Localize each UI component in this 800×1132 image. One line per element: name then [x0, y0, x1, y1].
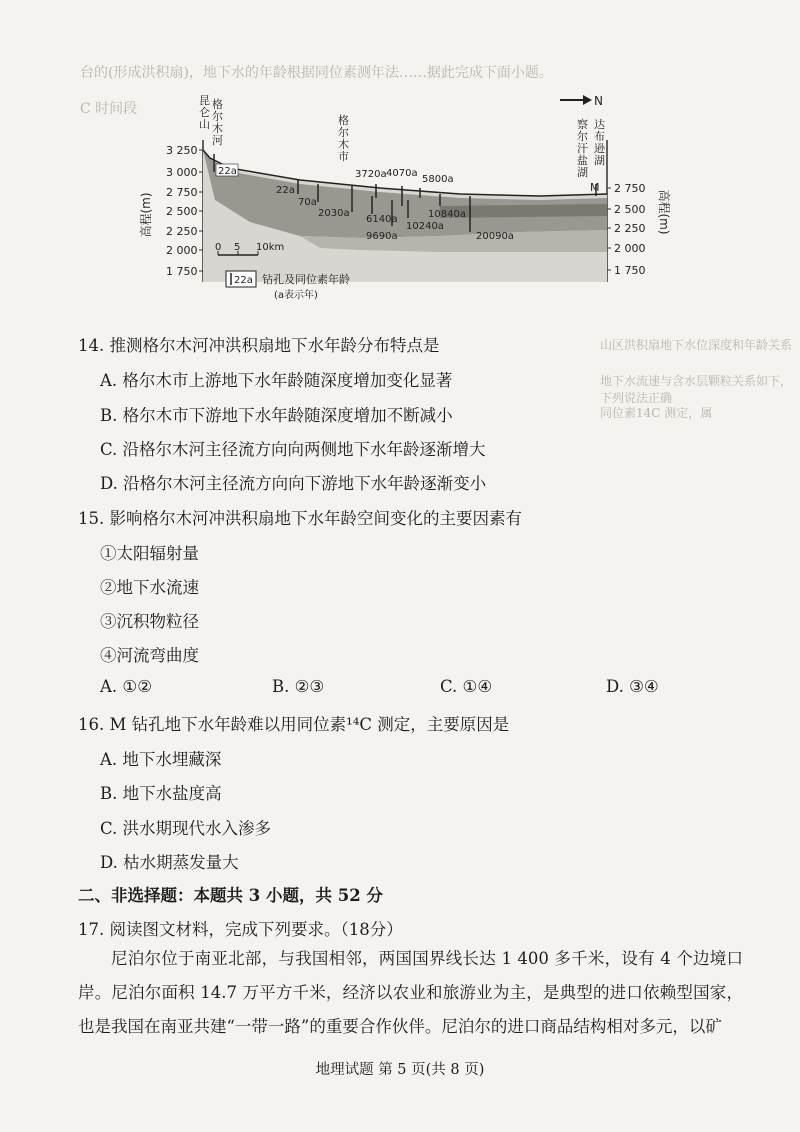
q16-option-b[interactable]: B. 地下水盐度高: [100, 784, 222, 803]
q16-option-c[interactable]: C. 洪水期现代水入渗多: [100, 819, 272, 838]
q14-option-a[interactable]: A. 格尔木市上游地下水年龄随深度增加变化显著: [100, 371, 453, 390]
label-kunlun: 昆仑山: [199, 94, 210, 131]
q15-option-a[interactable]: A. ①②: [100, 677, 152, 696]
age-label: 70a: [298, 197, 317, 208]
age-label: 9690a: [366, 231, 398, 242]
q14-option-d[interactable]: D. 沿格尔木河主径流方向向下游地下水年龄逐渐变小: [100, 474, 487, 493]
north-label: N: [594, 94, 603, 108]
label-qarhan-lake: 察尔汗盐湖: [577, 118, 588, 179]
scale-ten: 10km: [256, 242, 285, 253]
section2-title: 二、非选择题：本题共 3 小题，共 52 分: [78, 886, 383, 905]
q15-item-4: ④河流弯曲度: [100, 646, 199, 665]
page-footer: 地理试题 第 5 页(共 8 页): [315, 1062, 485, 1078]
scale-five: 5: [234, 242, 241, 253]
legend: [226, 271, 350, 301]
age-label: 22a: [276, 185, 295, 196]
age-label: 5800a: [422, 174, 454, 185]
left-tick-label: 2 000: [166, 244, 198, 257]
right-axis-title: 高程(m): [657, 189, 671, 235]
bleed-line-2: C 时间段: [80, 101, 138, 117]
q15-item-3: ③沉积物粒径: [100, 612, 199, 631]
q14-stem: 14. 推测格尔木河冲洪积扇地下水年龄分布特点是: [78, 336, 440, 355]
scale-zero: 0: [215, 242, 222, 253]
bleed-line-1: 台的(形成洪积扇)，地下水的年龄根据同位素测年法……据此完成下面小题。: [80, 65, 553, 81]
left-tick-label: 2 500: [166, 205, 198, 218]
age-label: 6140a: [366, 214, 398, 225]
q17-stem: 17. 阅读图文材料，完成下列要求。（18分）: [78, 920, 403, 939]
age-label: 22a: [218, 166, 237, 177]
legend-note: (a表示年): [274, 290, 318, 301]
left-ticks: [166, 144, 203, 278]
left-tick-label: 3 250: [166, 144, 198, 157]
left-axis-title: 高程(m): [139, 192, 153, 238]
age-label: 3720a: [355, 169, 387, 180]
q16-option-a[interactable]: A. 地下水埋藏深: [100, 750, 222, 769]
left-tick-label: 1 750: [166, 265, 198, 278]
q15-option-d[interactable]: D. ③④: [606, 677, 659, 696]
legend-text: 钻孔及同位素年龄: [262, 273, 350, 286]
right-tick-label: 2 000: [614, 242, 646, 255]
age-label: 10840a: [428, 209, 466, 220]
label-dabuxun-lake: 达布逊湖: [594, 118, 605, 167]
bleed-side-3: 同位素14C 测定，属: [600, 406, 713, 420]
q15-item-2: ②地下水流速: [100, 578, 199, 597]
q14-option-c[interactable]: C. 沿格尔木河主径流方向向两侧地下水年龄逐渐增大: [100, 440, 486, 459]
q15-option-b[interactable]: B. ②③: [272, 677, 325, 696]
age-label: 2030a: [318, 208, 350, 219]
q16-stem: 16. M 钻孔地下水年龄难以用同位素¹⁴C 测定，主要原因是: [78, 715, 510, 734]
bleed-side-1: 山区洪积扇地下水位深度和年龄关系: [600, 338, 793, 352]
left-tick-label: 2 750: [166, 186, 198, 199]
right-tick-label: 2 750: [614, 182, 646, 195]
q16-option-d[interactable]: D. 枯水期蒸发量大: [100, 853, 239, 872]
age-label: 4070a: [386, 168, 418, 179]
right-tick-label: 1 750: [614, 264, 646, 277]
left-tick-label: 2 250: [166, 225, 198, 238]
bleed-side-2: 地下水流速与含水层颗粒关系如下，下列说法正确: [600, 374, 793, 405]
q15-option-c[interactable]: C. ①④: [440, 677, 493, 696]
label-golmud-river: 格尔木河: [212, 98, 223, 147]
q14-option-b[interactable]: B. 格尔木市下游地下水年龄随深度增加不断减小: [100, 406, 453, 425]
q15-stem: 15. 影响格尔木河冲洪积扇地下水年龄空间变化的主要因素有: [78, 509, 522, 528]
m-borehole-label: M: [590, 181, 600, 194]
age-label: 20090a: [476, 231, 514, 242]
right-tick-label: 2 500: [614, 203, 646, 216]
right-ticks: [607, 182, 646, 277]
q15-item-1: ①太阳辐射量: [100, 544, 199, 563]
q17-paragraph: 尼泊尔位于南亚北部，与我国相邻，两国国界线长达 1 400 多千米，设有 4 个边境口岸。尼泊尔面积 14.7 万平方千米，经济以农业和旅游业为主，是典型的进口依赖型国家，也是我国在南亚共建“一带一路”的重要合作伙伴。尼泊尔的进口商品结构相对多元，以矿: [78, 949, 743, 1036]
legend-sample: 22a: [234, 275, 253, 286]
right-tick-label: 2 250: [614, 222, 646, 235]
left-tick-label: 3 000: [166, 166, 198, 179]
label-golmud-city: 格尔木市: [338, 114, 349, 163]
cross-section-figure: [0, 0, 800, 320]
age-label: 10240a: [406, 221, 444, 232]
